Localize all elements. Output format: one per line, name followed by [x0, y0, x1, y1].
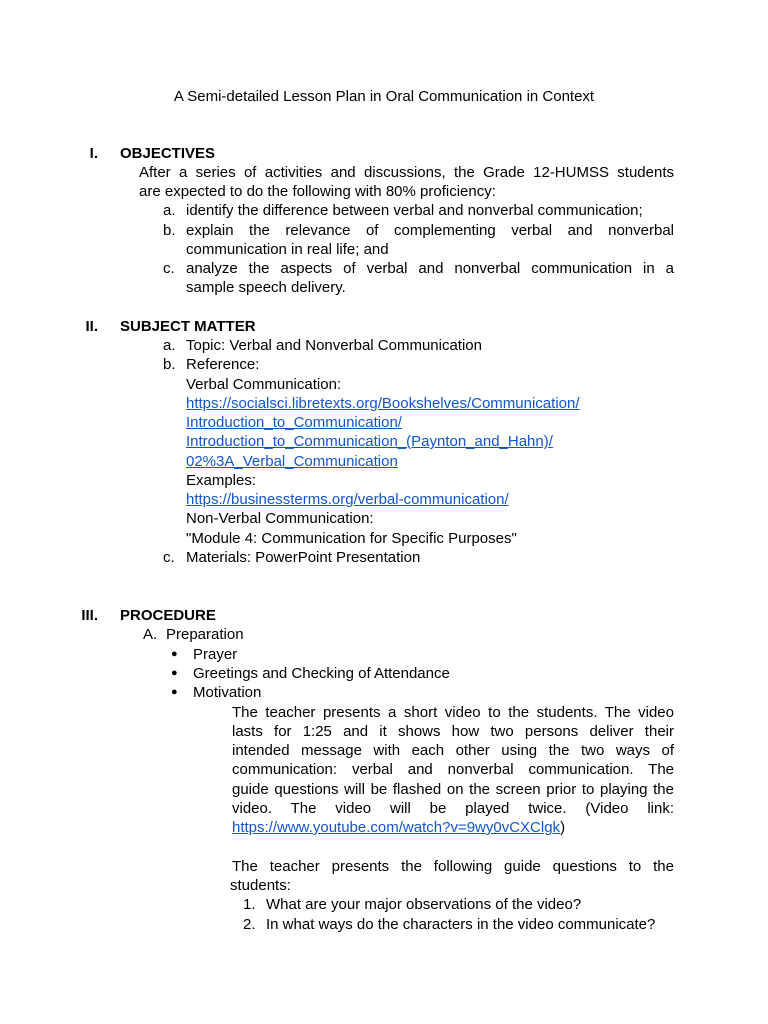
- verbal-reference-link[interactable]: https://socialsci.libretexts.org/Bookshelves/Communication/: [186, 395, 580, 412]
- section-heading: PROCEDURE: [120, 607, 216, 624]
- materials-text: Materials: PowerPoint Presentation: [186, 549, 421, 566]
- topic-text: Topic: Verbal and Nonverbal Communication: [186, 337, 482, 354]
- objectives-intro-line: are expected to do the following with 80% proficiency:: [139, 183, 496, 200]
- list-marker: c.: [163, 549, 175, 566]
- bullet-icon: ●: [171, 686, 178, 698]
- motivation-line: video. The video will be played twice. (Video link:: [232, 800, 674, 817]
- section-number: II.: [85, 318, 98, 335]
- objectives-intro-line: After a series of activities and discussions, the Grade 12-HUMSS students: [139, 164, 674, 181]
- verbal-reference-link[interactable]: Introduction_to_Communication/: [186, 414, 402, 431]
- bullet-item: Motivation: [193, 684, 262, 701]
- list-marker: 2.: [243, 916, 256, 933]
- bullet-icon: ●: [171, 648, 178, 660]
- objective-item: explain the relevance of complementing verbal and nonverbal: [186, 222, 674, 239]
- objective-item-continued: communication in real life; and: [186, 241, 389, 258]
- motivation-line: The teacher presents a short video to the students. The video: [232, 704, 674, 721]
- examples-label: Examples:: [186, 472, 257, 489]
- motivation-line: communication: verbal and nonverbal communication. The: [232, 761, 674, 778]
- nonverbal-communication-label: Non-Verbal Communication:: [186, 510, 374, 527]
- video-link-line: [232, 818, 565, 837]
- guide-question: What are your major observations of the video?: [266, 896, 582, 913]
- motivation-line: guide questions will be flashed on the screen prior to playing the: [232, 781, 674, 798]
- objective-item: analyze the aspects of verbal and nonverbal communication in a: [186, 260, 674, 277]
- list-marker: b.: [163, 222, 176, 239]
- nonverbal-source: "Module 4: Communication for Specific Purposes": [186, 530, 517, 547]
- verbal-reference-link[interactable]: Introduction_to_Communication_(Paynton_and_Hahn)/: [186, 433, 553, 450]
- bullet-item: Prayer: [193, 646, 238, 663]
- section-heading: OBJECTIVES: [120, 145, 216, 162]
- reference-label: Reference:: [186, 356, 260, 373]
- list-marker: a.: [163, 337, 176, 354]
- verbal-communication-label: Verbal Communication:: [186, 376, 342, 393]
- objective-item-continued: sample speech delivery.: [186, 279, 346, 296]
- objective-item: identify the difference between verbal and nonverbal communication;: [186, 202, 643, 219]
- bullet-icon: ●: [171, 667, 178, 679]
- closing-parenthesis: ): [560, 819, 566, 836]
- verbal-reference-link[interactable]: 02%3A_Verbal_Communication: [186, 453, 398, 470]
- section-heading: SUBJECT MATTER: [120, 318, 256, 335]
- examples-link[interactable]: https://businessterms.org/verbal-communication/: [186, 491, 509, 508]
- motivation-line: intended message with each other using the two ways of: [232, 742, 674, 759]
- bullet-item: Greetings and Checking of Attendance: [193, 665, 450, 682]
- list-marker: A.: [143, 626, 158, 643]
- subsection-label: Preparation: [166, 626, 244, 643]
- list-marker: a.: [163, 202, 176, 219]
- guide-questions-intro: students:: [230, 877, 291, 894]
- section-number: I.: [89, 145, 98, 162]
- guide-questions-intro: The teacher presents the following guide questions to the: [232, 858, 674, 875]
- list-marker: c.: [163, 260, 175, 277]
- video-link[interactable]: https://www.youtube.com/watch?v=9wy0vCXClgk: [232, 819, 561, 836]
- list-marker: 1.: [243, 896, 256, 913]
- motivation-line: lasts for 1:25 and it shows how two persons deliver their: [232, 723, 674, 740]
- section-number: III.: [81, 607, 98, 624]
- document-title: A Semi-detailed Lesson Plan in Oral Communication in Context: [173, 88, 595, 105]
- guide-question: In what ways do the characters in the video communicate?: [266, 916, 656, 933]
- list-marker: b.: [163, 356, 176, 373]
